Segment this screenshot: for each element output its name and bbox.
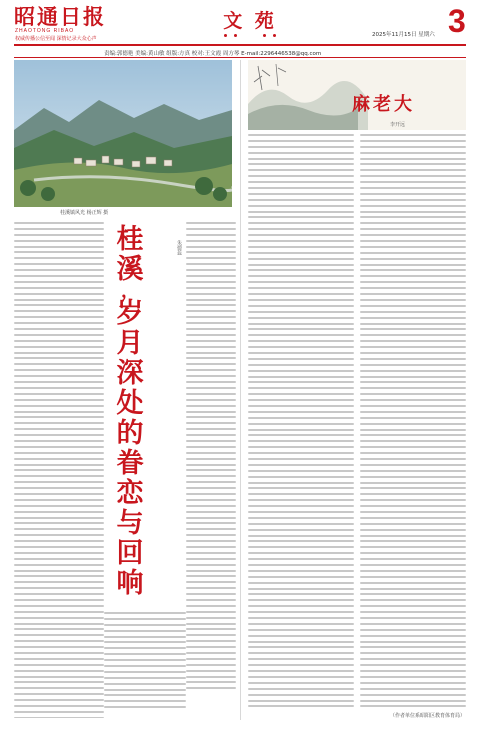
logo-slogan: 权威传播公信至闻 深情记录大众心声: [15, 36, 97, 42]
title-char: 桂: [116, 224, 144, 255]
author-affiliation: （作者单位系昭阳区教育体育局）: [390, 713, 466, 719]
title-char: 月: [116, 328, 144, 359]
newspaper-logo: [14, 6, 134, 42]
article-byline: 朱德蕊: [176, 240, 182, 255]
title-char: 的: [116, 418, 144, 449]
article-body-left-col1: [14, 222, 104, 718]
photo-caption: 桂溪镇风光 杨正辉 摄: [60, 210, 109, 216]
logo-title: 昭通日报: [14, 4, 106, 29]
banner-dot-icon: [263, 34, 266, 37]
section-banner: [210, 4, 290, 38]
title-char: ，: [121, 281, 139, 302]
landscape-photo-icon: [14, 60, 232, 207]
title-char: 岁: [116, 298, 144, 329]
article-body-right-col1: [248, 134, 354, 708]
section-title: 文 苑: [223, 10, 277, 32]
issue-date: 2025年11月15日 星期六: [372, 32, 435, 38]
title-char: 响: [116, 568, 144, 599]
title-char: 深: [116, 358, 144, 389]
column-divider: [240, 60, 241, 720]
banner-dot-icon: [234, 34, 237, 37]
article-byline: 李开远: [390, 122, 406, 128]
title-char: 恋: [116, 478, 144, 509]
landscape-photo: [14, 60, 232, 207]
article-body-right-col2: [360, 134, 466, 708]
logo-pinyin: ZHAOTONG RIBAO: [15, 28, 75, 34]
masthead: [0, 0, 480, 46]
title-char: 溪: [116, 254, 144, 285]
page-number: 3: [448, 3, 466, 39]
article-body-left-col2-tail: [104, 612, 186, 718]
header-rule: [14, 44, 466, 46]
banner-dot-icon: [273, 34, 276, 37]
title-char: 与: [116, 508, 144, 539]
header-subrule: [14, 57, 466, 58]
editors-credit: 责编:郭德艳 美编:黄山敏 组版:方真 校对:王文霞 周方琴 E-mail:2296446538@qq.com: [104, 51, 322, 57]
title-char: 处: [116, 388, 144, 419]
article-title-vertical: [110, 225, 150, 599]
article-title: 麻老大: [352, 94, 415, 115]
article-body-left-col3: [186, 222, 236, 718]
title-char: 回: [116, 538, 144, 569]
banner-dot-icon: [224, 34, 227, 37]
title-char: 眷: [116, 448, 144, 479]
